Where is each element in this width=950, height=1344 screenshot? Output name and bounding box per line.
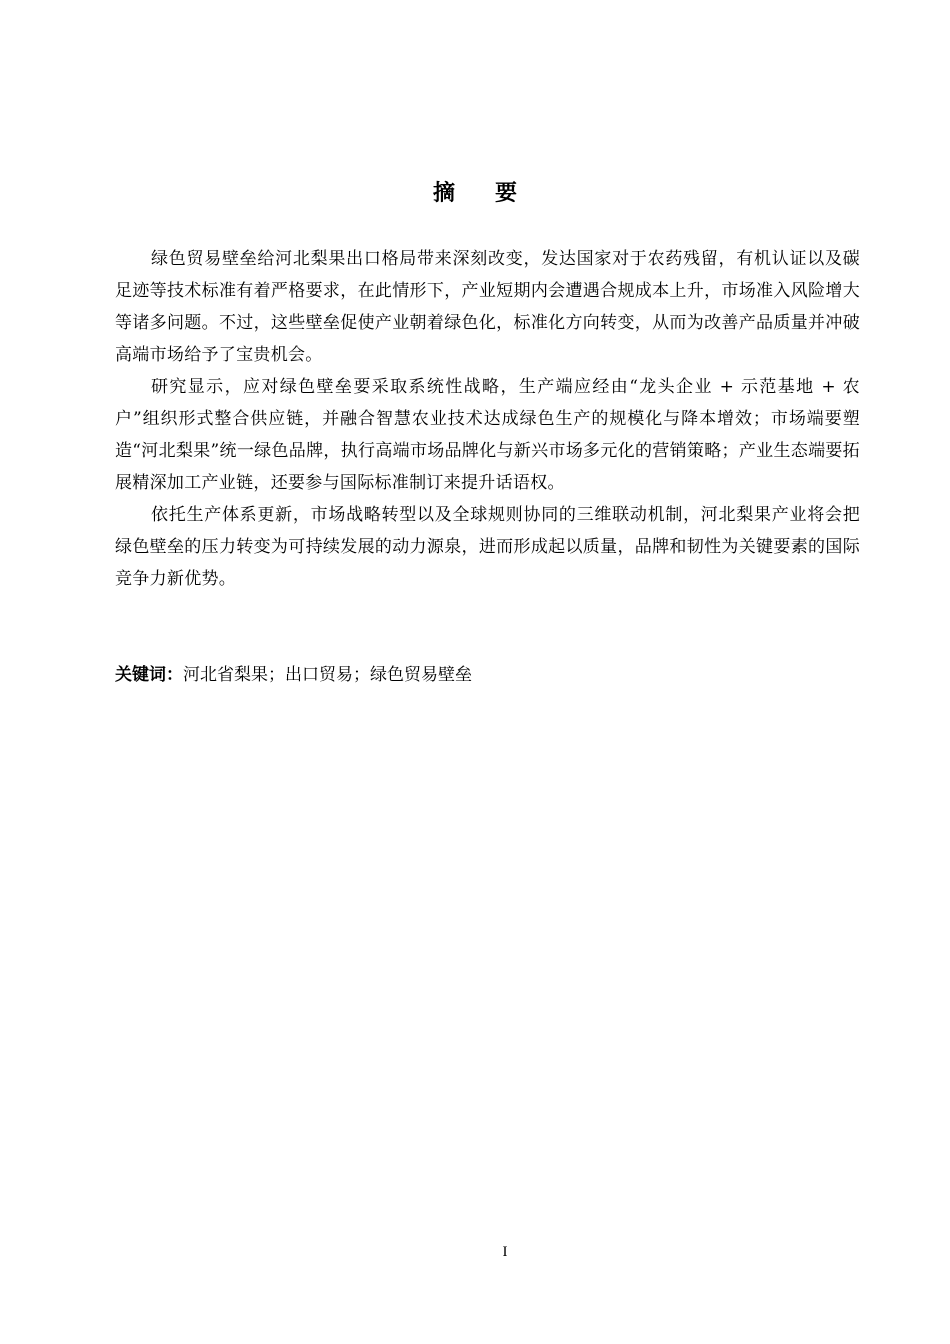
abstract-paragraph-3: 依托生产体系更新，市场战略转型以及全球规则协同的三维联动机制，河北梨果产业将会把绿色壁垒的压力转变为可持续发展的动力源泉，进而形成起以质量，品牌和韧性为关键要素的国际竞争力新优势。 [115,505,860,589]
abstract-paragraph-1: 绿色贸易壁垒给河北梨果出口格局带来深刻改变，发达国家对于农药残留，有机认证以及碳足迹等技术标准有着严格要求，在此情形下，产业短期内会遭遇合规成本上升，市场准入风险增大等诸多问题。不过，这些壁垒促使产业朝着绿色化，标准化方向转变，从而为改善产品质量并冲破高端市场给予了宝贵机会。 [115,249,860,365]
page-number: I [502,1244,508,1260]
abstract-paragraph-2: 研究显示，应对绿色壁垒要采取系统性战略，生产端应经由“龙头企业 + 示范基地 + 农户”组织形式整合供应链，并融合智慧农业技术达成绿色生产的规模化与降本增效；市场端要塑造“河北梨果”统一绿色品牌，执行高端市场品牌化与新兴市场多元化的营销策略；产业生态端要拓展精深加工产业链，还要参与国际标准制订来提升话语权。 [115,377,860,493]
keywords-label: 关键词： [115,665,183,685]
keywords-value: 河北省梨果；出口贸易；绿色贸易壁垒 [183,665,472,685]
abstract-body [115,243,860,595]
keywords-line [115,660,860,690]
page-title: 摘要 [432,181,557,206]
